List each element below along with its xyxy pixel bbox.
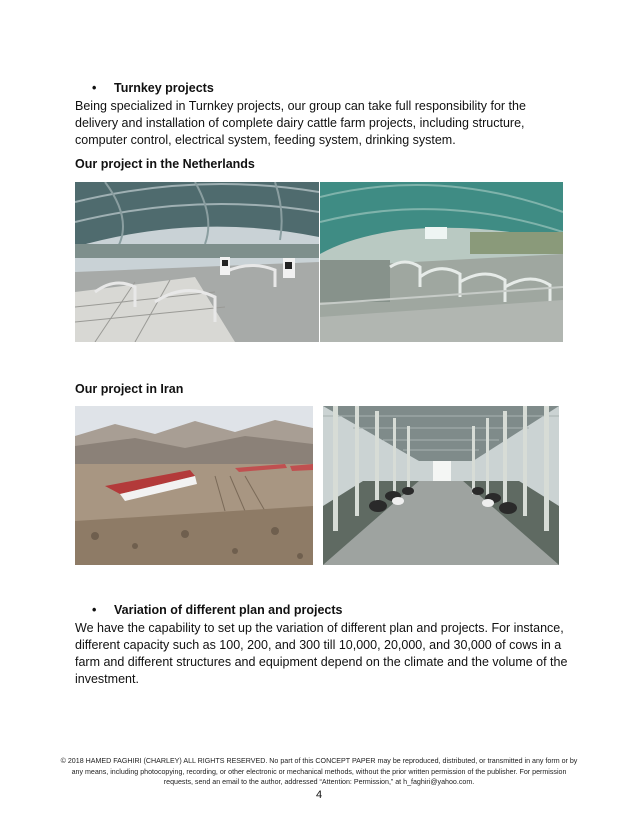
turnkey-heading-text: Turnkey projects [114, 81, 214, 95]
bullet-icon: • [92, 81, 97, 95]
turnkey-paragraph: Being specialized in Turnkey projects, our group can take full responsibility for the delivery and installation of complete dairy cattle farm projects, including structure, computer control, electrical system, feeding system, drinking system. [75, 99, 526, 147]
bullet-icon: • [92, 603, 97, 617]
iran-photo-1 [75, 406, 313, 565]
netherlands-photo-1 [75, 182, 319, 342]
copyright-notice: © 2018 HAMED FAGHIRI (CHARLEY) ALL RIGHTS RESERVED. No part of this CONCEPT PAPER may be reproduced, distributed, or transmitted in any form or by any means, including photocopying, recording, or other electronic or mechanical methods, without the prior written permission of the publisher. For permission requests, send an email to the author, addressed “Attention: Permission,” at h_faghiri@yahoo.com. [60, 757, 578, 786]
page-number: 4 [315, 789, 323, 801]
iran-photo-2 [323, 406, 559, 565]
iran-heading: Our project in Iran [75, 382, 184, 396]
variation-paragraph: We have the capability to set up the variation of different plan and projects. For instance, different capacity such as 100, 200, and 300 till 10,000, 20,000, and 30,000 of cows in a farm and different structures and equipment depend on the climate and the volume of the investment. [75, 621, 568, 686]
netherlands-photo-2 [320, 182, 563, 342]
netherlands-heading: Our project in the Netherlands [75, 157, 255, 171]
variation-heading-text: Variation of different plan and projects [114, 603, 343, 617]
